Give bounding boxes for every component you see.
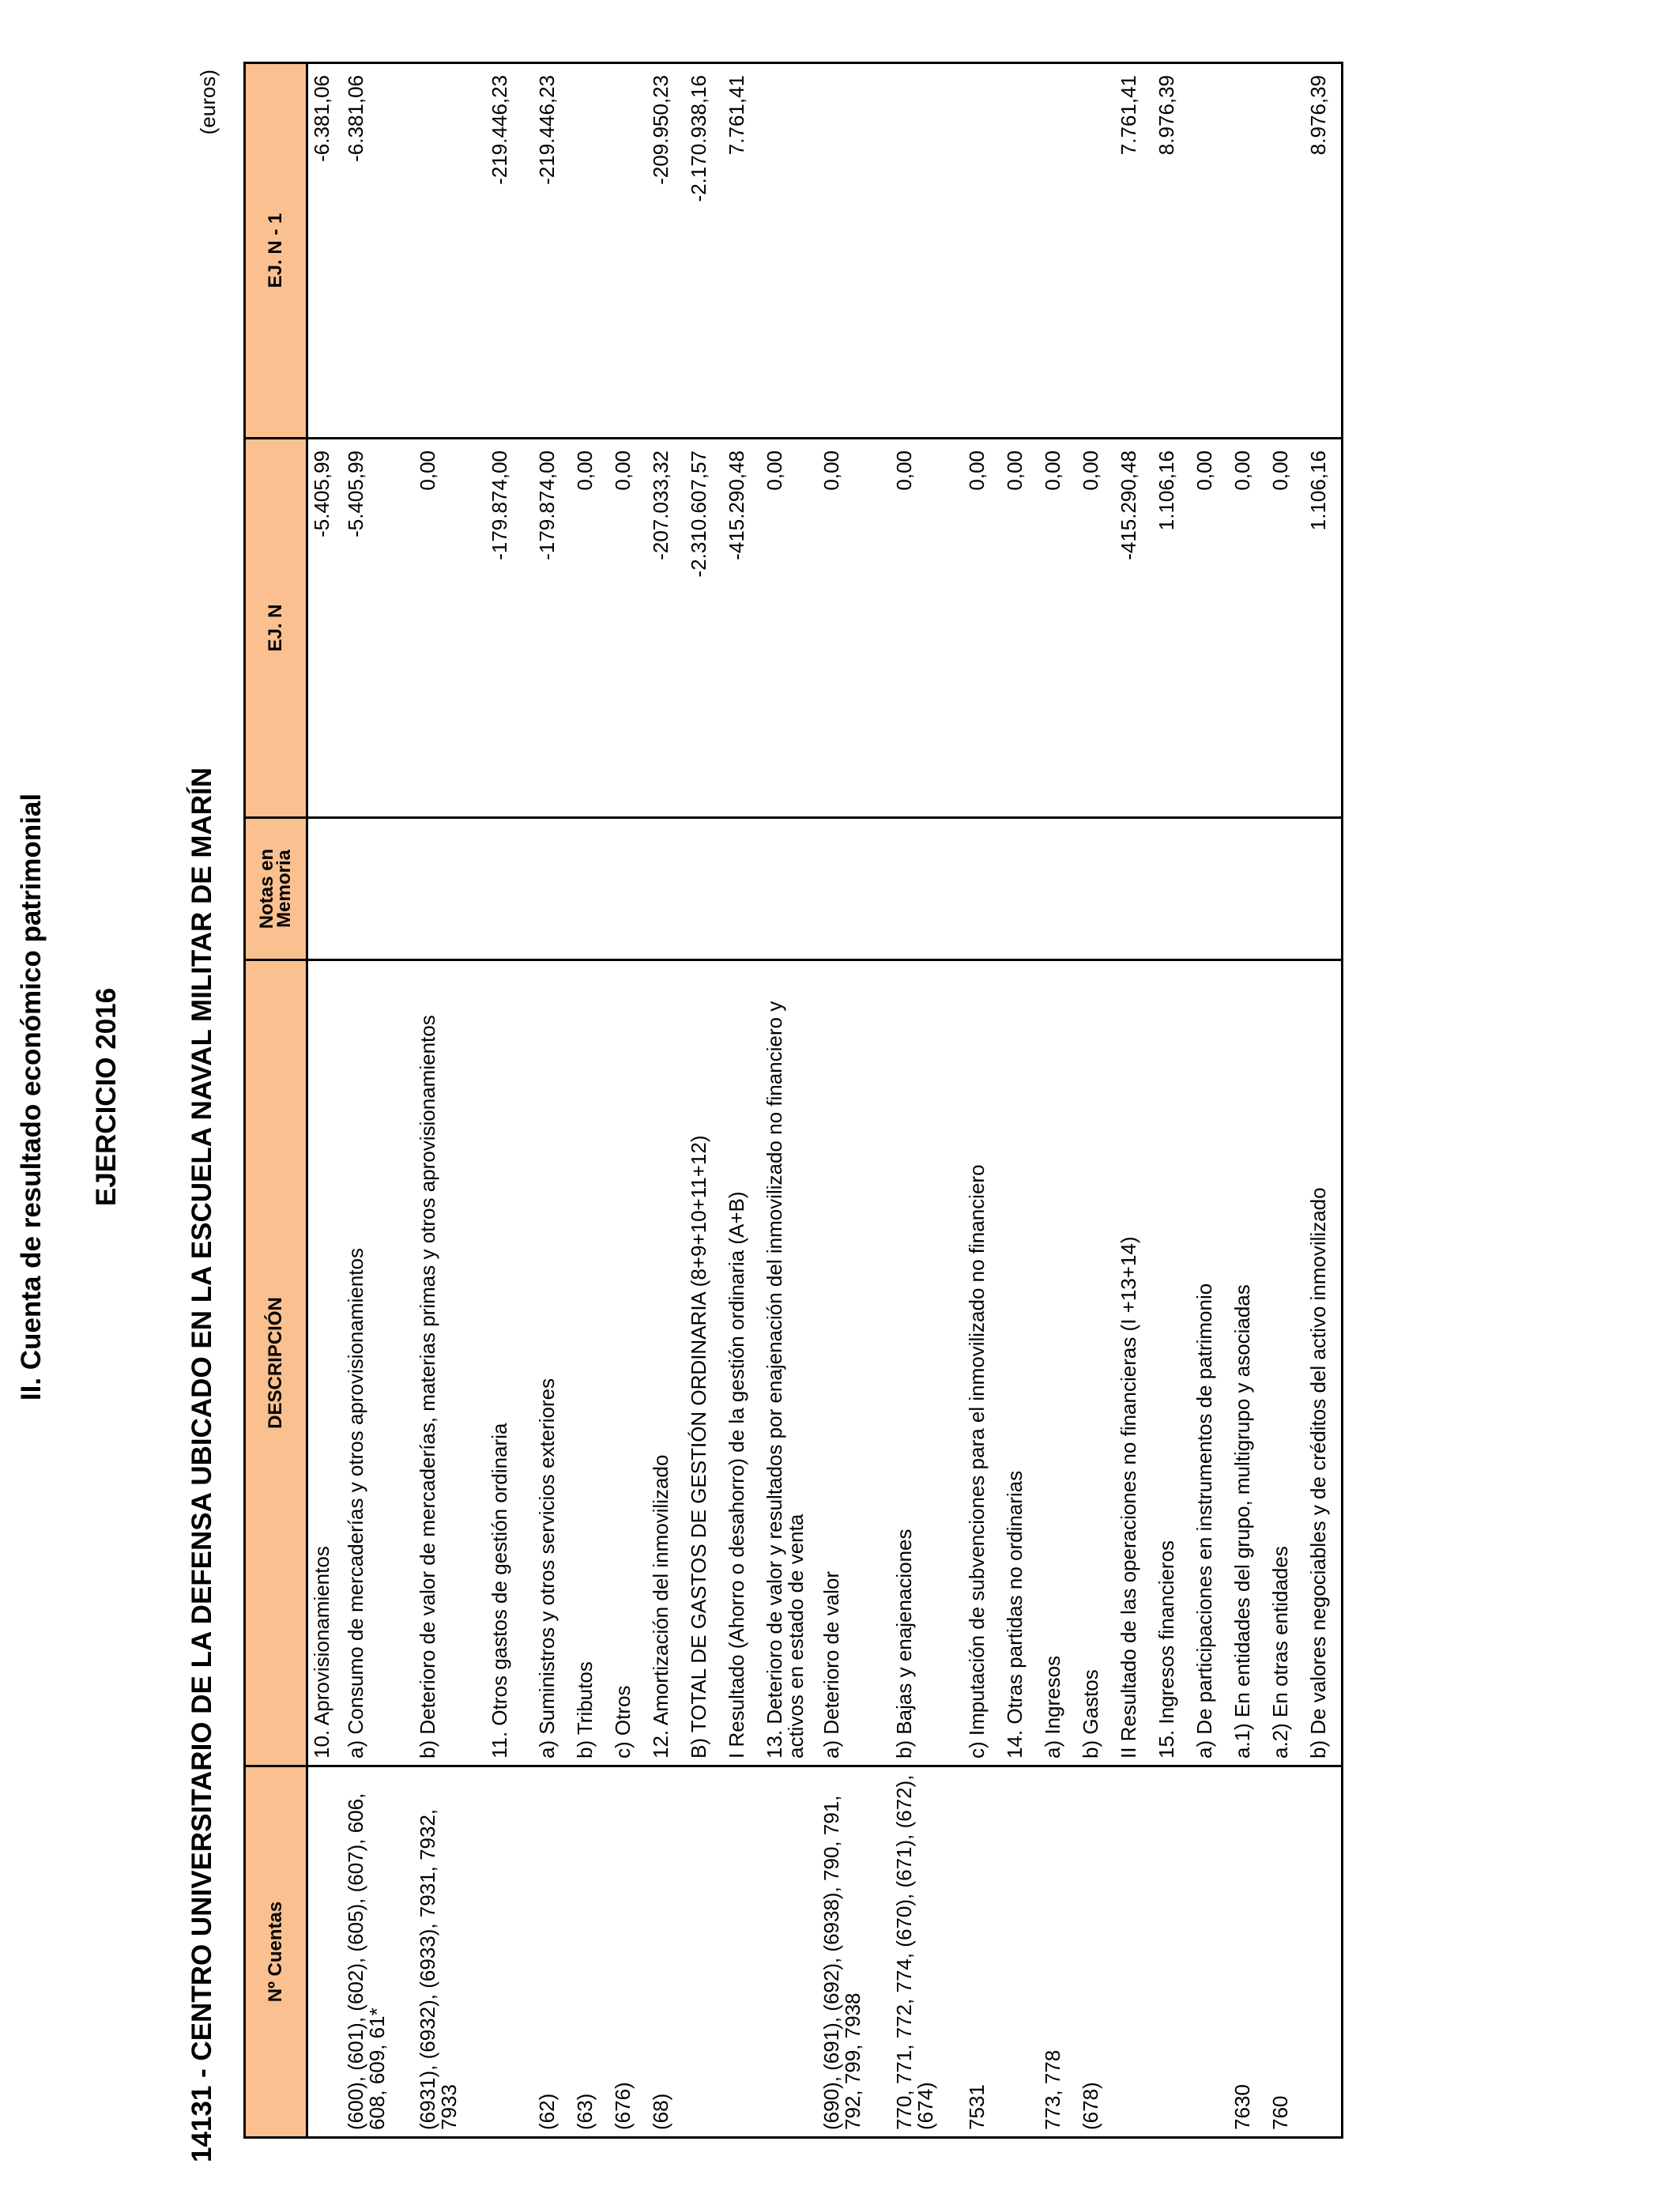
table-row — [723, 63, 761, 2138]
description-cell: 11. Otros gastos de gestión ordinaria — [486, 960, 533, 1766]
col-header-accounts: Nº Cuentas — [245, 1766, 307, 2138]
previous-year-cell — [818, 63, 891, 439]
previous-year-cell: 7.761,41 — [1115, 63, 1153, 439]
accounts-cell — [1115, 1766, 1153, 2138]
notes-cell — [414, 818, 486, 960]
description-cell: b) Tributos — [571, 960, 609, 1766]
previous-year-cell: 8.976,39 — [1153, 63, 1191, 439]
table-row — [307, 63, 342, 2138]
current-year-cell: 0,00 — [761, 439, 818, 818]
current-year-cell: 0,00 — [609, 439, 647, 818]
report-title: II. Cuenta de resultado económico patrimonial — [16, 793, 47, 1401]
notes-cell — [533, 818, 571, 960]
previous-year-cell: -219.446,23 — [486, 63, 533, 439]
description-cell: 15. Ingresos financieros — [1153, 960, 1191, 1766]
notes-cell — [1191, 818, 1229, 960]
description-cell: 14. Otras partidas no ordinarias — [1001, 960, 1039, 1766]
previous-year-cell — [1039, 63, 1077, 439]
notes-cell — [1039, 818, 1077, 960]
previous-year-cell — [963, 63, 1001, 439]
table-row — [1267, 63, 1305, 2138]
table-row — [1229, 63, 1267, 2138]
description-cell: b) Deterioro de valor de mercaderías, materias primas y otros aprovisionamientos — [414, 960, 486, 1766]
table-row — [1115, 63, 1153, 2138]
accounts-cell — [1153, 1766, 1191, 2138]
notes-cell — [818, 818, 891, 960]
previous-year-cell: -6.381,06 — [307, 63, 342, 439]
notes-cell — [723, 818, 761, 960]
current-year-cell: -5.405,99 — [307, 439, 342, 818]
current-year-cell: 0,00 — [1191, 439, 1229, 818]
notes-cell — [342, 818, 414, 960]
table-row — [1077, 63, 1115, 2138]
description-cell: a) Consumo de mercaderías y otros aprovisionamientos — [342, 960, 414, 1766]
current-year-cell: -415.290,48 — [723, 439, 761, 818]
notes-cell — [1115, 818, 1153, 960]
description-cell: B) TOTAL DE GASTOS DE GESTIÓN ORDINARIA (8+9+10+11+12) — [685, 960, 723, 1766]
description-cell: b) De valores negociables y de créditos del activo inmovilizado — [1305, 960, 1343, 1766]
description-cell: I Resultado (Ahorro o desahorro) de la gestión ordinaria (A+B) — [723, 960, 761, 1766]
accounts-cell: (6931), (6932), (6933), 7931, 7932, 7933 — [414, 1766, 486, 2138]
notes-cell — [963, 818, 1001, 960]
current-year-cell: -179.874,00 — [533, 439, 571, 818]
description-cell: c) Otros — [609, 960, 647, 1766]
description-cell: a) De participaciones en instrumentos de patrimonio — [1191, 960, 1229, 1766]
table-row — [891, 63, 963, 2138]
notes-cell — [1305, 818, 1343, 960]
current-year-cell: 0,00 — [891, 439, 963, 818]
accounts-cell: (600), (601), (602), (605), (607), 606, 608, 609, 61* — [342, 1766, 414, 2138]
current-year-cell: 0,00 — [1267, 439, 1305, 818]
current-year-cell: -207.033,32 — [647, 439, 685, 818]
current-year-cell: 0,00 — [818, 439, 891, 818]
current-year-cell: 0,00 — [1039, 439, 1077, 818]
entity-title: 14131 - CENTRO UNIVERSITARIO DE LA DEFENSA UBICADO EN LA ESCUELA NAVAL MILITAR DE MARÍN — [186, 767, 217, 2162]
accounts-cell — [1191, 1766, 1229, 2138]
description-cell: b) Bajas y enajenaciones — [891, 960, 963, 1766]
table-row — [609, 63, 647, 2138]
accounts-cell: 773, 778 — [1039, 1766, 1077, 2138]
accounts-cell: (678) — [1077, 1766, 1115, 2138]
accounts-cell — [723, 1766, 761, 2138]
notes-cell — [685, 818, 723, 960]
table-row — [761, 63, 818, 2138]
notes-cell — [1077, 818, 1115, 960]
table-row — [647, 63, 685, 2138]
units-label: (euros) — [196, 70, 220, 135]
current-year-cell: 1.106,16 — [1153, 439, 1191, 818]
current-year-cell: -179.874,00 — [486, 439, 533, 818]
notes-cell — [1153, 818, 1191, 960]
description-cell: 13. Deterioro de valor y resultados por enajenación del inmovilizado no financiero y activos en estado de venta — [761, 960, 818, 1766]
previous-year-cell: 7.761,41 — [723, 63, 761, 439]
previous-year-cell — [414, 63, 486, 439]
current-year-cell: 0,00 — [414, 439, 486, 818]
table-row — [963, 63, 1001, 2138]
table-row — [1191, 63, 1229, 2138]
accounts-cell — [1305, 1766, 1343, 2138]
accounts-cell: 770, 771, 772, 774, (670), (671), (672), (674) — [891, 1766, 963, 2138]
description-cell: 12. Amortización del inmovilizado — [647, 960, 685, 1766]
description-cell: a.2) En otras entidades — [1267, 960, 1305, 1766]
accounts-cell — [307, 1766, 342, 2138]
previous-year-cell — [761, 63, 818, 439]
accounts-cell — [486, 1766, 533, 2138]
col-header-current-year: EJ. N — [245, 439, 307, 818]
current-year-cell: -2.310.607,57 — [685, 439, 723, 818]
table-row — [1001, 63, 1039, 2138]
current-year-cell: 0,00 — [1077, 439, 1115, 818]
col-header-description: DESCRIPCIÓN — [245, 960, 307, 1766]
description-cell: a) Ingresos — [1039, 960, 1077, 1766]
notes-cell — [761, 818, 818, 960]
col-header-notes — [245, 818, 307, 960]
previous-year-cell — [1267, 63, 1305, 439]
table-row — [571, 63, 609, 2138]
col-header-notes-line2: Memoria — [273, 850, 295, 928]
notes-cell — [307, 818, 342, 960]
table-row — [486, 63, 533, 2138]
col-header-previous-year: EJ. N - 1 — [245, 63, 307, 439]
table-row — [1039, 63, 1077, 2138]
accounts-cell: 760 — [1267, 1766, 1305, 2138]
fiscal-year-title: EJERCICIO 2016 — [91, 987, 122, 1207]
table-row — [533, 63, 571, 2138]
previous-year-cell — [1191, 63, 1229, 439]
accounts-cell: 7531 — [963, 1766, 1001, 2138]
previous-year-cell: -2.170.938,16 — [685, 63, 723, 439]
description-cell: a.1) En entidades del grupo, multigrupo y asociadas — [1229, 960, 1267, 1766]
notes-cell — [486, 818, 533, 960]
current-year-cell: 0,00 — [571, 439, 609, 818]
notes-cell — [891, 818, 963, 960]
notes-cell — [1001, 818, 1039, 960]
accounts-cell: (676) — [609, 1766, 647, 2138]
table-row — [414, 63, 486, 2138]
current-year-cell: 1.106,16 — [1305, 439, 1343, 818]
description-cell: c) Imputación de subvenciones para el inmovilizado no financiero — [963, 960, 1001, 1766]
current-year-cell: 0,00 — [1001, 439, 1039, 818]
current-year-cell: 0,00 — [1229, 439, 1267, 818]
notes-cell — [1267, 818, 1305, 960]
notes-cell — [1229, 818, 1267, 960]
description-cell: II Resultado de las operaciones no financieras (I +13+14) — [1115, 960, 1153, 1766]
previous-year-cell — [1229, 63, 1267, 439]
table-row — [342, 63, 414, 2138]
accounts-cell — [1001, 1766, 1039, 2138]
table-row — [1305, 63, 1343, 2138]
accounts-cell: 7630 — [1229, 1766, 1267, 2138]
table-header-row — [245, 63, 307, 2138]
description-cell: 10. Aprovisionamientos — [307, 960, 342, 1766]
previous-year-cell — [891, 63, 963, 439]
description-cell: a) Suministros y otros servicios exteriores — [533, 960, 571, 1766]
accounts-cell: (62) — [533, 1766, 571, 2138]
previous-year-cell — [609, 63, 647, 439]
table-row — [818, 63, 891, 2138]
previous-year-cell — [571, 63, 609, 439]
previous-year-cell — [1077, 63, 1115, 439]
current-year-cell: -5.405,99 — [342, 439, 414, 818]
income-statement-table — [243, 62, 1343, 2139]
current-year-cell: 0,00 — [963, 439, 1001, 818]
table-row — [1153, 63, 1191, 2138]
previous-year-cell: -219.446,23 — [533, 63, 571, 439]
previous-year-cell: -6.381,06 — [342, 63, 414, 439]
previous-year-cell: -209.950,23 — [647, 63, 685, 439]
current-year-cell: -415.290,48 — [1115, 439, 1153, 818]
table-row — [685, 63, 723, 2138]
description-cell: a) Deterioro de valor — [818, 960, 891, 1766]
notes-cell — [571, 818, 609, 960]
notes-cell — [609, 818, 647, 960]
col-header-notes-line1: Notas en — [256, 848, 277, 929]
previous-year-cell — [1001, 63, 1039, 439]
accounts-cell — [685, 1766, 723, 2138]
accounts-cell: (63) — [571, 1766, 609, 2138]
previous-year-cell: 8.976,39 — [1305, 63, 1343, 439]
notes-cell — [647, 818, 685, 960]
accounts-cell: (68) — [647, 1766, 685, 2138]
description-cell: b) Gastos — [1077, 960, 1115, 1766]
accounts-cell: (690), (691), (692), (6938), 790, 791, 792, 799, 7938 — [818, 1766, 891, 2138]
accounts-cell — [761, 1766, 818, 2138]
